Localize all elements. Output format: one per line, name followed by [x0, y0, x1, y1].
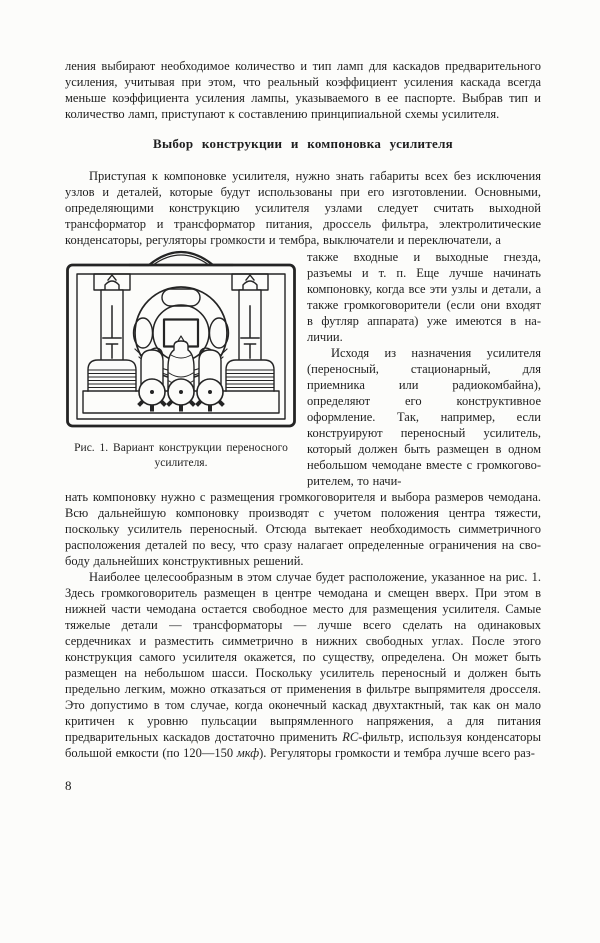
page-number: 8 [65, 778, 72, 793]
paragraph-final [65, 569, 541, 761]
final-text-1: Наиболее целесообразным в этом случае будет расположение, указанное на рис. 1. Здесь громкоговоритель размещен в центре чемодана и смещен вверх. При этом в нижней части чемодана остается свободное место для размещения усилителя. Самые тяжелые детали — трансформаторы — лучше всего сделать на одинаковых сердечниках и разместить симметрично в нижних свободных углах. После этого конструкция самого усилителя окажется, по существу, определена. Он может быть размещен на небольшом шасси. Поскольку усилитель переносный и должен быть предельно легким, можно отказаться от применения в фильтре выпрямителя дросселя. Это допустимо в том случае, когда оконечный каскад двухтактный, так как он мало критичен к уровню пульсации выпрямленного напряжения, а для питания предварительных каскадов достаточно применить [65, 570, 541, 744]
right-column [307, 249, 541, 489]
microfarad-unit: мкф [236, 746, 260, 760]
section-heading: Выбор конструкции и компоновка усилителя [152, 136, 454, 151]
final-text-2: -фильтр, используя конденсаторы большой емкости (по 120—150 [65, 730, 541, 760]
figure-text-row [65, 249, 541, 489]
transformer-left [88, 360, 136, 391]
tube-socket-right [197, 379, 223, 410]
capacitor-right [232, 274, 268, 363]
paragraph-layout-continue: нать компоновку нужно с размещения громкоговорителя и выбора размеров чемодана. Всю дальнейшую компоновку производят с учетом положения центра тяжести, поскольку усилитель переносный. Отсюда вытекает необходимость симметричного расположения деталей по весу, что сразу налагает определенные ограничения на свободу дальнейших конструктивных решений. [65, 490, 541, 568]
final-text-3: ). Регуляторы громкости и тембра лучше всего раз- [259, 746, 535, 760]
paragraph-intro: ления выбирают необходимое количество и тип ламп для каскадов предварительного усиления, учитывая при этом, что реальный коэффициент усиления каскада всегда меньше коэффициента усиления лампы, указываемого в ее паспорте. Выбрав тип и количество ламп, приступают к составлению принципиальной схемы усилителя. [65, 59, 541, 121]
paragraph-right-2: Исходя из назначения усилителя (переносный, стационарный, для приемника или радиокомбайна), определяют его конструктивное оформление. Так, например, если конструируют переносный усилитель, который должен быть размещен в одном небольшом чемодане вместе с громкоговорителем, то начи- [307, 346, 541, 488]
capacitor-left [94, 274, 130, 363]
figure-1 [65, 249, 297, 489]
tube-socket-center [168, 379, 194, 410]
suitcase-handle [130, 252, 232, 265]
rc-filter-term: RC [342, 730, 359, 744]
figure-1-drawing [65, 249, 297, 431]
transformer-right [226, 360, 274, 391]
paragraph-layout-top: Приступая к компоновке усилителя, нужно знать габариты всех без исключения узлов и деталей, которые будут использованы при его изготовлении. Основными, определяющими конструкцию усилителя узлами следует считать выходной трансформатор и трансформатор питания, дроссель фильтра, электролитические конденсаторы, регуляторы громкости и тембра, выключатели и переключатели, а [65, 169, 541, 247]
tube-socket-left [139, 379, 165, 410]
figure-1-caption: Рис. 1. Вариант конструкции переносного усилителя. [74, 442, 288, 469]
paragraph-right-1: также входные и выходные гнезда, разъемы и т. п. Еще лучше начинать компоновку, когда все эти узлы и детали, а также громкоговорители (если они входят в футляр аппарата) уже имеются в наличии. [307, 250, 541, 344]
